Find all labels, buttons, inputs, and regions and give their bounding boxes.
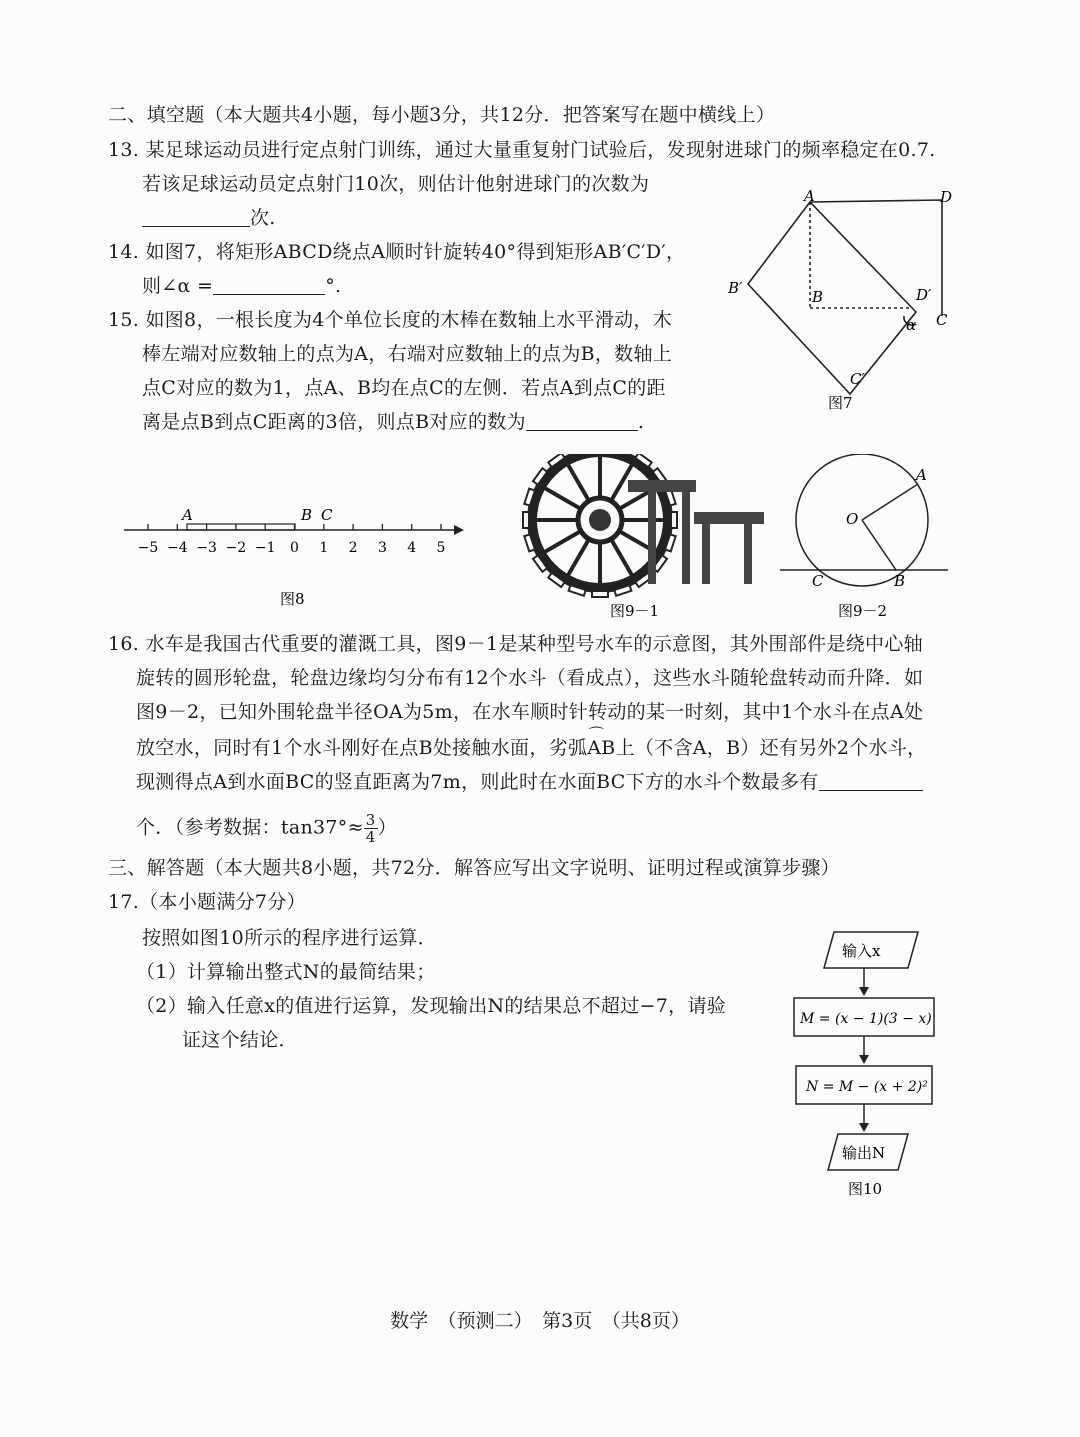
wheel-paddle (592, 591, 608, 597)
q13-answer-blank (142, 208, 250, 227)
number-line-arrow (454, 525, 464, 535)
fig7-label-d1: D′ (916, 286, 932, 304)
q17-line-3: （1）计算输出整式N的最简结果； (136, 961, 436, 983)
fig8-label-a: A (182, 506, 193, 524)
q15-line-4 (142, 410, 644, 434)
flow-output-text: 输出N (842, 1144, 886, 1162)
wheel-spoke (568, 539, 589, 575)
q16-line-1: 16. 水车是我国古代重要的灌溉工具，图9－1是某种型号水车的示意图，其外围部件是绕中心轴 (108, 633, 923, 655)
q17-line-1: 17.（本小题满分7分） (108, 891, 306, 913)
q16-line-6-b: ） (377, 816, 397, 839)
q16-line-3: 图9－2，已知外围轮盘半径OA为5m，在水车顺时针转动的某一时刻，其中1个水斗在点A处 (136, 701, 924, 723)
figure-10-flowchart (790, 926, 950, 1206)
fig7-label-alpha: α (906, 316, 917, 334)
q17-line-4: （2）输入任意x的值进行运算，发现输出N的结果总不超过−7，请验 (136, 995, 727, 1017)
radius-ob (862, 520, 896, 570)
wheel-paddle (523, 512, 529, 528)
flow-input-text: 输入x (842, 942, 881, 960)
q17-line-2: 按照如图10所示的程序进行运算． (142, 927, 437, 949)
q15-end: . (637, 411, 645, 433)
upper-trough (628, 480, 696, 492)
q13-line-2: 若该足球运动员定点射门10次，则估计他射进球门的次数为 (142, 173, 650, 195)
rect-ab1c1d1 (748, 202, 916, 394)
lower-trough (694, 512, 764, 524)
q16-line-4 (136, 736, 926, 760)
number-line-tick-label: 3 (377, 540, 387, 556)
fig7-caption: 图7 (828, 394, 853, 412)
q15-line-4-text: 离是点B到点C距离的3倍，则点B对应的数为 (142, 411, 526, 433)
fig8-label-b: B (301, 506, 313, 524)
q13-unit: 次. (250, 207, 276, 229)
flow-step-m-text: M = (x − 1)(3 − x) (800, 1011, 932, 1027)
wheel-spoke (545, 488, 581, 509)
fraction-three-quarters (364, 812, 378, 845)
fig8-label-c: C (321, 506, 333, 524)
fig7-label-b: B (812, 288, 824, 306)
lower-trough-leg-2 (744, 524, 752, 584)
fig10-caption: 图10 (848, 1180, 883, 1198)
figure-8 (118, 500, 478, 610)
number-line-tick-label: 5 (436, 540, 446, 556)
radius-oa (862, 484, 918, 520)
wheel-spoke (545, 531, 581, 552)
q16-arc-ab: ⌒ AB (587, 736, 615, 760)
fig9-2-label-o: O (846, 510, 859, 528)
number-line-tick-label: −1 (254, 540, 276, 556)
q13-line-1: 13. 某足球运动员进行定点射门训练，通过大量重复射门试验后，发现射进球门的频率稳定在0.7. (108, 139, 936, 161)
q16-line-5 (136, 770, 923, 794)
page-footer: 数学 （预测二） 第3页 （共8页） (390, 1310, 690, 1332)
q15-line-2: 棒左端对应数轴上的点为A，右端对应数轴上的点为B，数轴上 (142, 343, 673, 365)
fig7-label-b1: B′ (728, 279, 743, 297)
q16-line-4-b: 上（不含A，B）还有另外2个水斗， (615, 737, 927, 759)
upper-trough-leg-1 (648, 492, 656, 584)
q14-line-1: 14. 如图7，将矩形ABCD绕点A顺时针旋转40°得到矩形AB′C′D′， (108, 241, 686, 263)
q16-line-4-a: 放空水，同时有1个水斗刚好在点B处接触水面，劣弧 (136, 737, 588, 759)
fig8-caption: 图8 (280, 590, 305, 608)
q14-answer-blank (213, 276, 325, 295)
q16-line-5-text: 现测得点A到水面BC的竖直距离为7m，则此时在水面BC下方的水斗个数最多有 (136, 771, 819, 793)
section-3-header: 三、解答题（本大题共8小题，共72分．解答应写出文字说明、证明过程或演算步骤） (108, 857, 840, 879)
wheel-hub (589, 509, 611, 531)
figure-9-2 (776, 454, 954, 624)
wheel-paddle (671, 512, 677, 528)
flow-step-n-text: N = M − (x + 2)² (806, 1079, 928, 1095)
number-line-tick-label: −2 (225, 540, 247, 556)
q16-line-6 (136, 812, 397, 845)
q16-line-6-a: 个．（参考数据：tan37°≈ (136, 816, 364, 839)
fig7-label-a: A (804, 187, 815, 205)
q14-prefix: 则∠α = (142, 275, 214, 297)
q15-line-3: 点C对应的数为1，点A、B均在点C的左侧．若点A到点C的距 (142, 377, 666, 399)
fig9-1-caption: 图9－1 (610, 602, 660, 620)
q16-answer-blank (819, 772, 923, 791)
fig9-2-label-b: B (894, 572, 906, 590)
fig9-2-label-c: C (812, 572, 824, 590)
section-2-header: 二、填空题（本大题共4小题，每小题3分，共12分．把答案写在题中横线上） (108, 104, 776, 126)
q16-line-2: 旋转的圆形轮盘，轮盘边缘均匀分布有12个水斗（看成点），这些水斗随轮盘转动而升降．如 (136, 667, 924, 689)
q14-line-2 (142, 274, 341, 298)
figure-7 (720, 186, 970, 418)
q14-suffix: °. (325, 275, 342, 297)
number-line-tick-label: −3 (196, 540, 217, 556)
figure-9-1 (518, 454, 770, 624)
upper-trough-leg-2 (682, 492, 690, 584)
fraction-denominator: 4 (365, 828, 376, 846)
wheel-spoke (568, 465, 589, 501)
fig7-label-c: C (936, 311, 948, 329)
number-line-tick-label: 4 (407, 540, 417, 556)
number-line-tick-label: −5 (137, 540, 159, 556)
q15-line-1: 15. 如图8，一根长度为4个单位长度的木棒在数轴上水平滑动，木 (108, 309, 673, 331)
q13-line-3 (142, 206, 276, 230)
number-line-tick-label: 0 (290, 540, 299, 556)
fig9-2-label-a: A (916, 466, 927, 484)
fraction-numerator: 3 (365, 811, 376, 829)
wooden-stick (187, 524, 295, 530)
q15-answer-blank (526, 412, 638, 431)
number-line-tick-label: 1 (319, 540, 329, 556)
q17-line-5: 证这个结论． (182, 1029, 298, 1051)
fig9-2-caption: 图9－2 (838, 602, 888, 620)
fig7-label-c1: C′ (850, 370, 865, 388)
number-line-tick-label: −4 (166, 540, 188, 556)
lower-trough-leg-1 (702, 524, 710, 584)
number-line-tick-label: 2 (348, 540, 358, 556)
fig7-label-d: D (940, 188, 953, 206)
wheel-spoke (611, 539, 632, 575)
